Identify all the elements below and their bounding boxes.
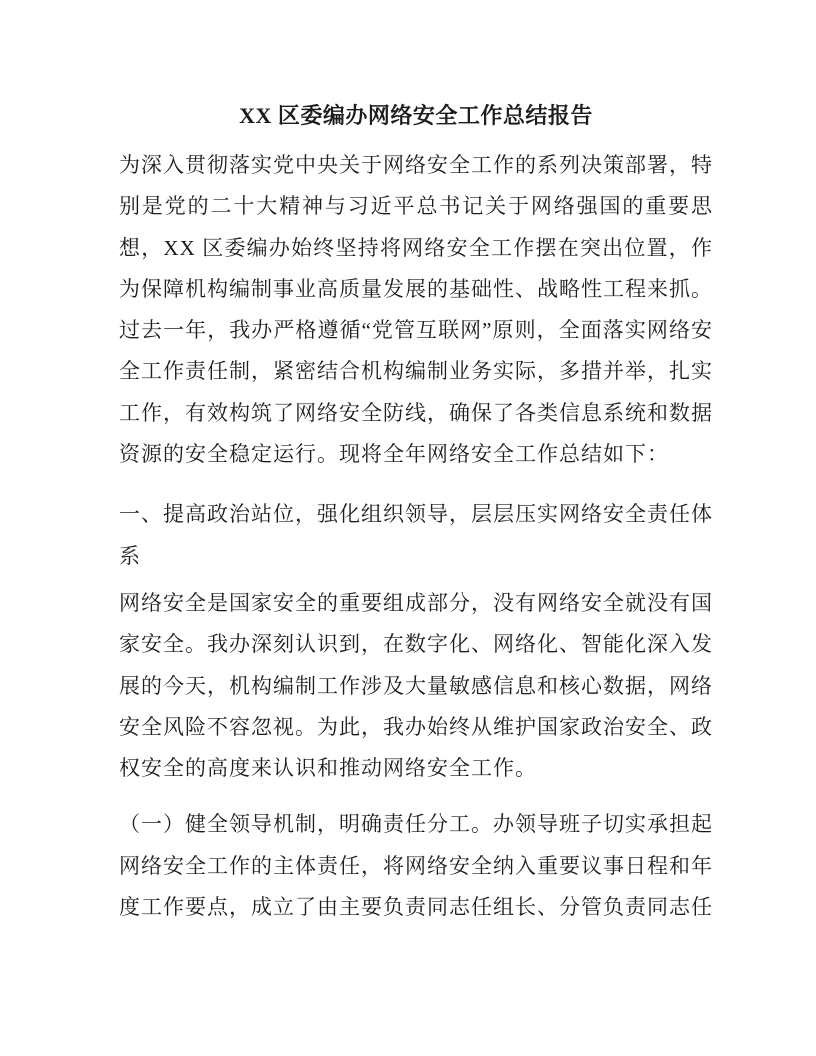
document-title: XX 区委编办网络安全工作总结报告 [239, 103, 593, 128]
paragraph-section-body: 网络安全是国家安全的重要组成部分，没有网络安全就没有国家安全。我办深刻认识到，在数字化、网络化、智能化深入发展的今天，机构编制工作涉及大量敏感信息和核心数据，网络安全风险不容忽视。为此，我办始终从维护国家政治安全、政权安全的高度来认识和推动网络安全工作。 [119, 590, 713, 781]
paragraph-subsection-1: （一）健全领导机制，明确责任分工。办领导班子切实承担起网络安全工作的主体责任，将网络安全纳入重要议事日程和年度工作要点，成立了由主要负责同志任组长、分管负责同志任 [119, 812, 713, 920]
section-heading-1: 一、提高政治站位，强化组织领导，层层压实网络安全责任体系 [119, 502, 713, 568]
paragraph-intro: 为深入贯彻落实党中央关于网络安全工作的系列决策部署，特别是党的二十大精神与习近平总书记关于网络强国的重要思想，XX 区委编办始终坚持将网络安全工作摆在突出位置，作为保障机构编制事业高质量发展的基础性、战略性工程来抓。过去一年，我办严格遵循“党管互联网”原则，全面落实网络安全工作责任制，紧密结合机构编制业务实际，多措并举，扎实工作，有效构筑了网络安全防线，确保了各类信息系统和数据资源的安全稳定运行。现将全年网络安全工作总结如下： [119, 153, 713, 467]
